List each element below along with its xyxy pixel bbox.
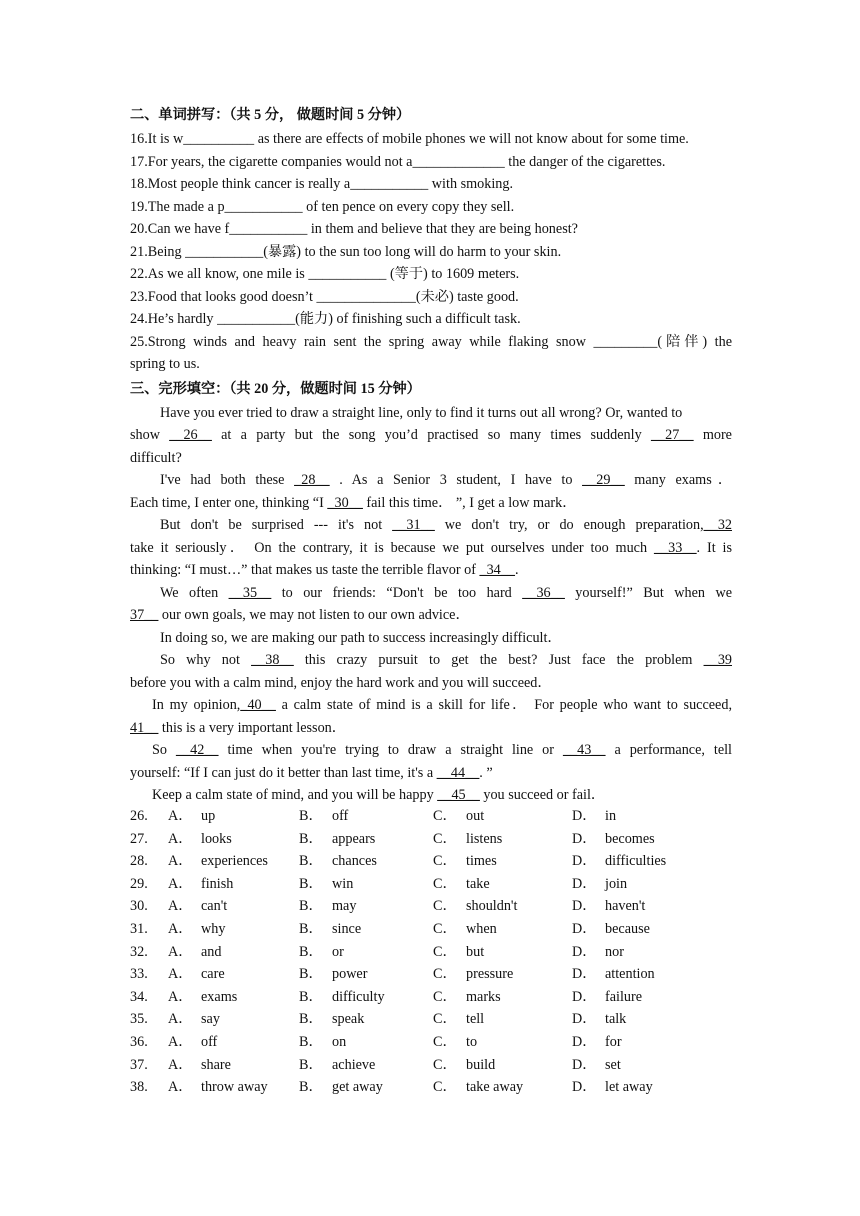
passage-line <box>130 717 732 740</box>
option-row <box>130 918 732 941</box>
option-b: chances <box>332 853 377 870</box>
text: our own goals, we may not listen to our own advice． <box>158 607 470 623</box>
option-a: share <box>201 1056 231 1073</box>
text: more <box>693 427 732 443</box>
option-a: care <box>201 966 225 983</box>
question-number: 26. <box>130 808 148 824</box>
text: Keep a calm state of mind, and you will be happy <box>152 787 438 803</box>
passage-line <box>130 694 732 717</box>
option-row <box>130 1031 732 1054</box>
question-17: 17.For years, the cigarette companies would not a_____________ the danger of the cigarettes. <box>130 153 666 170</box>
option-letter: A． <box>168 898 193 915</box>
option-letter: A． <box>168 1033 193 1050</box>
text: We often <box>160 584 229 601</box>
option-d: join <box>605 875 628 892</box>
option-letter: C． <box>433 808 457 824</box>
text: many exams． <box>624 472 733 488</box>
option-a: experiences <box>201 853 268 870</box>
blank-29: __29__ <box>582 472 625 488</box>
option-letter: A． <box>168 875 193 892</box>
option-letter: C． <box>433 920 457 937</box>
blank-41: 41__ <box>130 719 159 736</box>
option-row <box>130 828 732 851</box>
option-letter: C． <box>433 1033 457 1050</box>
option-a: say <box>201 1011 220 1028</box>
option-letter: D． <box>572 988 597 1005</box>
option-a: finish <box>201 875 234 892</box>
option-letter: B． <box>299 898 323 915</box>
option-a: and <box>201 943 222 960</box>
option-letter: A． <box>168 1079 193 1096</box>
option-d: talk <box>605 1011 627 1028</box>
question-20: 20.Can we have f___________ in them and believe that they are being honest? <box>130 221 578 237</box>
option-b: since <box>332 920 362 937</box>
question-number: 33. <box>130 966 148 983</box>
option-row <box>130 895 732 918</box>
text: . As a Senior 3 student, I have to <box>329 472 583 488</box>
text: I've had both these <box>160 472 295 488</box>
text: So why not <box>160 652 252 668</box>
option-letter: B． <box>299 1033 323 1050</box>
section3-heading: 三、完形填空：（共 20 分，做题时间 15 分钟） <box>130 380 421 397</box>
blank-39: __39 <box>703 652 732 668</box>
text: yourself!” But when we <box>564 584 732 601</box>
option-c: when <box>466 920 497 937</box>
option-d: attention <box>605 966 655 983</box>
blank-40: _40__ <box>240 697 276 713</box>
text: In my opinion, <box>152 697 241 713</box>
option-letter: C． <box>433 853 457 870</box>
question-number: 30. <box>130 898 148 915</box>
option-letter: C． <box>433 966 457 983</box>
question-number: 35. <box>130 1011 148 1028</box>
option-letter: A． <box>168 808 193 824</box>
question-number: 36. <box>130 1033 148 1050</box>
blank-44: __44__ <box>436 764 480 781</box>
option-letter: D． <box>572 943 597 960</box>
option-letter: A． <box>168 988 193 1005</box>
question-18: 18.Most people think cancer is really a___________ with smoking. <box>130 176 514 192</box>
option-row <box>130 1008 732 1031</box>
option-d: becomes <box>605 830 655 847</box>
option-letter: C． <box>433 988 457 1005</box>
option-letter: A． <box>168 1056 193 1073</box>
option-letter: C． <box>433 830 457 847</box>
option-c: but <box>466 943 485 960</box>
text: at a party but the song you’d practised so many times suddenly <box>211 427 651 443</box>
text: show <box>130 427 170 443</box>
option-c: to <box>466 1033 478 1050</box>
text: to our friends: “Don't be too hard <box>271 584 523 601</box>
option-row <box>130 850 732 873</box>
option-c: take away <box>466 1079 524 1096</box>
option-letter: D． <box>572 898 597 915</box>
option-c: out <box>466 808 485 824</box>
option-a: exams <box>201 988 238 1005</box>
option-c: shouldn't <box>466 898 518 915</box>
option-row <box>130 963 732 986</box>
option-a: off <box>201 1033 218 1050</box>
option-row <box>130 986 732 1009</box>
text: So <box>152 742 176 758</box>
text: thinking: “I must…” that makes us taste the terrible flavor of <box>130 562 480 578</box>
blank-34: _34__ <box>479 562 515 578</box>
option-letter: D． <box>572 808 597 824</box>
option-letter: D． <box>572 1079 597 1096</box>
passage-line <box>130 492 732 515</box>
question-24: 24.He’s hardly ___________(能力) of finishing such a difficult task. <box>130 311 521 327</box>
option-b: may <box>332 898 357 915</box>
option-letter: A． <box>168 966 193 983</box>
option-d: difficulties <box>605 853 667 870</box>
option-b: appears <box>332 830 376 847</box>
exam-page <box>130 102 733 1096</box>
option-letter: B． <box>299 988 323 1005</box>
question-23: 23.Food that looks good doesn’t ______________(未必) taste good. <box>130 288 519 305</box>
option-a: throw away <box>201 1079 268 1096</box>
blank-43: __43__ <box>562 742 606 758</box>
option-d: because <box>605 920 650 937</box>
blank-36: __36__ <box>522 584 565 601</box>
option-letter: D． <box>572 830 597 847</box>
blank-27: __27__ <box>650 427 694 443</box>
passage-line: difficult? <box>130 449 182 466</box>
text: yourself: “If I can just do it better than last time, it's a <box>130 764 437 781</box>
text: take it seriously． On the contrary, it is because we put ourselves under too much <box>130 539 654 556</box>
option-letter: C． <box>433 1079 457 1096</box>
blank-42: __42__ <box>175 742 219 758</box>
option-b: get away <box>332 1079 383 1096</box>
blank-31: __31__ <box>392 517 435 533</box>
option-letter: B． <box>299 943 323 960</box>
option-letter: D． <box>572 1033 597 1050</box>
option-row <box>130 1054 732 1077</box>
question-number: 32. <box>130 943 148 960</box>
blank-35: __35__ <box>228 584 272 601</box>
option-letter: B． <box>299 830 323 847</box>
option-c: tell <box>466 1011 485 1028</box>
option-letter: C． <box>433 898 457 915</box>
question-21: 21.Being ___________(暴露) to the sun too long will do harm to your skin. <box>130 243 562 260</box>
text: we don't try, or do enough preparation, <box>434 517 704 533</box>
text: you succeed or fail． <box>479 787 606 803</box>
option-letter: B． <box>299 1056 323 1073</box>
options-table <box>130 805 732 1099</box>
text: But don't be surprised --- it's not <box>160 517 393 533</box>
question-number: 28. <box>130 853 148 870</box>
option-c: marks <box>466 988 501 1005</box>
question-19: 19.The made a p___________ of ten pence on every copy they sell. <box>130 198 515 215</box>
blank-28: _28__ <box>294 472 330 488</box>
option-d: in <box>605 808 617 824</box>
passage-line <box>130 649 732 672</box>
option-b: power <box>332 966 368 983</box>
option-letter: D． <box>572 966 597 983</box>
option-b: difficulty <box>332 988 385 1005</box>
option-letter: D． <box>572 853 597 870</box>
option-b: achieve <box>332 1056 376 1073</box>
question-number: 38. <box>130 1079 148 1096</box>
option-letter: B． <box>299 1079 323 1096</box>
option-d: set <box>605 1056 621 1073</box>
passage-line <box>130 559 732 582</box>
option-row <box>130 805 732 828</box>
option-c: times <box>466 853 497 870</box>
passage-line <box>130 739 732 762</box>
option-d: for <box>605 1033 622 1050</box>
passage-line: Have you ever tried to draw a straight line, only to find it turns out all wrong? Or, wanted to <box>160 404 683 421</box>
option-letter: B． <box>299 875 323 892</box>
option-c: pressure <box>466 966 514 983</box>
option-row <box>130 941 732 964</box>
option-d: haven't <box>605 898 646 915</box>
text: . ” <box>479 764 493 781</box>
option-letter: C． <box>433 875 457 892</box>
option-letter: A． <box>168 830 193 847</box>
question-number: 34. <box>130 988 148 1005</box>
blank-37: 37__ <box>130 607 159 623</box>
question-number: 29. <box>130 875 148 892</box>
option-d: failure <box>605 988 643 1005</box>
option-letter: B． <box>299 920 323 937</box>
option-d: nor <box>605 943 624 960</box>
option-a: why <box>201 920 226 937</box>
passage-line <box>130 514 732 537</box>
option-c: listens <box>466 830 503 847</box>
question-25-cont: spring to us. <box>130 356 200 372</box>
question-number: 27. <box>130 830 148 847</box>
option-letter: C． <box>433 1056 457 1073</box>
blank-32: __32 <box>703 517 732 533</box>
option-letter: D． <box>572 1011 597 1028</box>
passage-line <box>130 582 732 605</box>
option-row <box>130 873 732 896</box>
text: time when you're trying to draw a straight line or <box>218 742 563 758</box>
blank-33: __33__ <box>653 539 697 556</box>
option-letter: C． <box>433 943 457 960</box>
option-a: up <box>201 808 216 824</box>
blank-45: __45__ <box>437 787 480 803</box>
passage-line <box>130 537 732 560</box>
text: this is a very important lesson． <box>158 719 346 736</box>
option-letter: B． <box>299 966 323 983</box>
passage-line <box>130 469 732 492</box>
option-letter: A． <box>168 1011 193 1028</box>
blank-30: _30__ <box>327 494 363 511</box>
text: this crazy pursuit to get the best? Just face the problem <box>293 652 704 668</box>
option-c: take <box>466 875 490 892</box>
option-a: can't <box>201 898 228 915</box>
question-number: 31. <box>130 920 148 937</box>
option-d: let away <box>605 1079 653 1096</box>
option-letter: A． <box>168 920 193 937</box>
blank-38: __38__ <box>251 652 294 668</box>
option-letter: D． <box>572 920 597 937</box>
option-b: speak <box>332 1011 365 1028</box>
option-letter: D． <box>572 1056 597 1073</box>
passage-line <box>130 424 732 447</box>
passage-line <box>130 784 732 807</box>
question-16: 16.It is w__________ as there are effects of mobile phones we will not know about for some time. <box>130 131 689 147</box>
option-letter: B． <box>299 808 323 824</box>
option-letter: B． <box>299 853 323 870</box>
option-letter: D． <box>572 875 597 892</box>
option-letter: C． <box>433 1011 457 1028</box>
option-row <box>130 1076 732 1099</box>
text: fail this time． ”, I get a low mark． <box>362 494 577 511</box>
passage-line: In doing so, we are making our path to success increasingly difficult． <box>160 629 562 646</box>
option-c: build <box>466 1056 496 1073</box>
option-b: win <box>332 875 354 892</box>
blank-26: __26__ <box>169 427 212 443</box>
text: Each time, I enter one, thinking “I <box>130 494 328 511</box>
option-letter: A． <box>168 853 193 870</box>
passage-line: before you with a calm mind, enjoy the hard work and you will succeed． <box>130 674 552 691</box>
section2-heading: 二、单词拼写：（共 5 分， 做题时间 5 分钟） <box>130 107 411 123</box>
text: . It is <box>696 539 732 556</box>
question-25: 25.Strong winds and heavy rain sent the spring away while flaking snow _________(陪伴) the <box>130 333 732 350</box>
option-letter: B． <box>299 1011 323 1028</box>
option-b: on <box>332 1033 347 1050</box>
question-22: 22.As we all know, one mile is ___________ (等于) to 1609 meters. <box>130 266 520 282</box>
question-number: 37. <box>130 1056 148 1073</box>
text: a performance, tell <box>605 742 732 758</box>
option-b: off <box>332 808 349 824</box>
option-letter: A． <box>168 943 193 960</box>
passage-line <box>130 604 732 627</box>
text: . <box>514 562 519 578</box>
option-a: looks <box>201 830 232 847</box>
option-b: or <box>332 943 344 960</box>
text: a calm state of mind is a skill for life． For people who want to succeed, <box>275 697 732 713</box>
passage-line <box>130 762 732 785</box>
